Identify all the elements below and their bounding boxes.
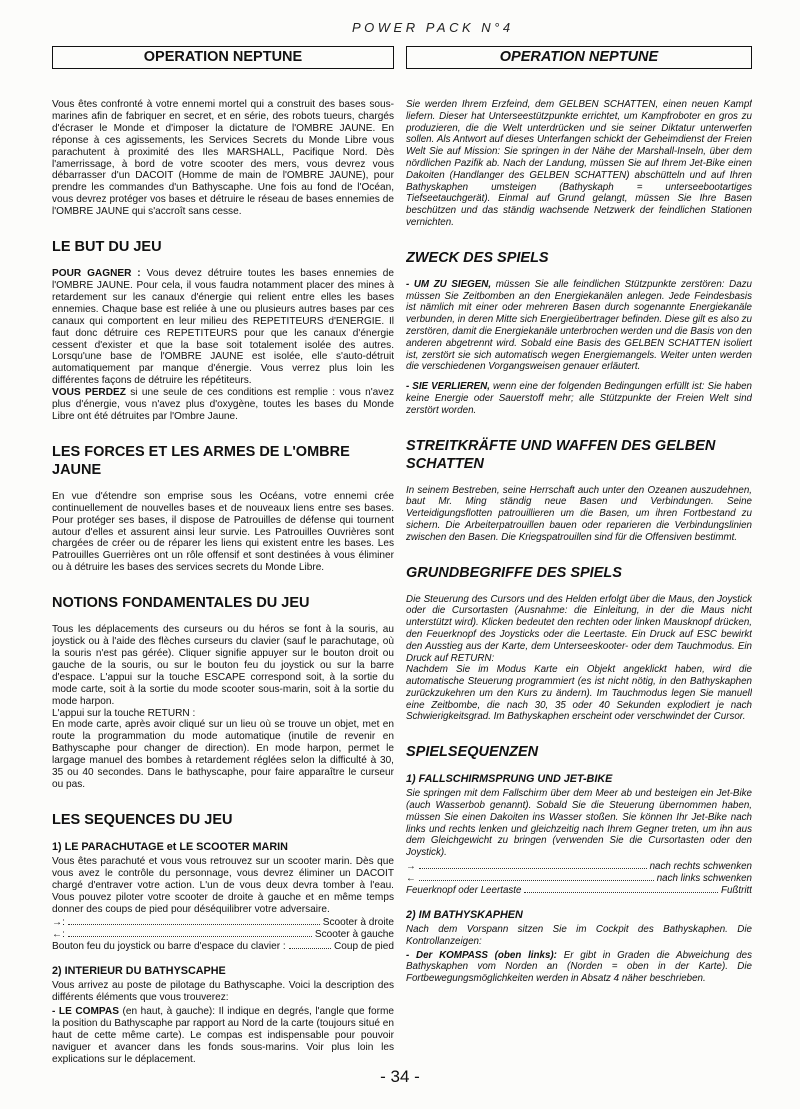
control-row: [406, 885, 752, 897]
german-lose-text: wenn eine der folgenden Bedingungen erfüllt ist: Sie haben keine Energie oder Sauerstoff mehr; alle Stützpunkte der Freien Welt sind zerstört worden.: [406, 381, 752, 416]
dot-leader: [419, 868, 647, 869]
french-basics-heading: NOTIONS FONDAMENTALES DU JEU: [52, 595, 310, 612]
german-win-paragraph: [406, 279, 752, 373]
french-win-text: Vous devez détruire toutes les bases ennemies de l'OMBRE JAUNE. Pour cela, il vous faudra notamment placer des mines à retardement sur les canaux d'énergie qui relient entre elles les bases ennemies. Chaque base est reliée à une ou plusieurs autres bases par ces canaux qui comportent en leur milieu des REPETITEURS d'ENERGIE. Il faut donc détruire ces REPETITEURS pour que les canaux d'énergie cessent d'exister et que la base soit totalement isolée des autres. Lorsqu'une base de l'OMBRE JAUNE est isolée, elle s'auto-détruit automatiquement par manque d'énergie. Vous verrez plus loin les différentes façons de détruire les répétiteurs.: [52, 268, 394, 387]
german-intro: Sie werden Ihrem Erzfeind, dem GELBEN SCHATTEN, einen neuen Kampf liefern. Dieser hat Unterseestützpunkte errichtet, um Kampfroboter en gros zu produzieren, die die Welt unterdrücken und sie seiner Diktatur unterwerfen sollen. Als Antwort auf dieses Unterfangen schickt der Geheimdienst der Freien Welt Sie auf Mission: Sie springen in der Nähe der Marshall-Inseln, über dem nördlichen Pazifik ab. Nach der Landung, müssen Sie auf Ihrem Jet-Bike einen Dakoiten (Handlanger des GELBEN SCHATTEN) abschütteln und auf Ihren Bathyskaphen umsteigen (Bathyskaph = unterseebootartiges Tiefseetauchgerät). Einmal auf Grund gelangt, müssen Sie Ihre Basen beschützen und das ständig wachsende Netzwerk der feindlichen Stationen vernichten.: [406, 99, 752, 228]
french-controls-list: [52, 917, 394, 953]
french-basics-text-return: L'appui sur la touche RETURN :: [52, 707, 196, 719]
german-basics-text-return: Nachdem Sie im Modus Karte ein Objekt angeklickt haben, wird die automatische Steuerung programmiert (es ist nicht nötig, in den Bathyskaphen zurückzukehren um den Kurs zu ändern). Im Tauchmodus legen Sie manuell eine Zeitbombe, die nach 30, 35 oder 40 Sekunden explodiert je nach Schwierigkeitsgrad. Im Bathyskaphen erscheint oder verschwindet der Cursor.: [406, 664, 752, 723]
french-lose-paragraph: [52, 387, 394, 423]
control-action: Coup de pied: [333, 941, 394, 953]
french-basics-text: Tous les déplacements des curseurs ou du héros se font à la souris, au joystick ou à l'aide des flèches curseurs du clavier (sauf le parachutage, où la souris n'est pas gérée). Cliquer signifie appuyer sur le bouton droit ou gauche de la souris, ou sur le bouton feu du joystick ou sur la barre d'espace. L'appui sur la touche ESCAPE correspond soit, à la sortie du mode carte, soit à la sortie du mode scooter sous-marin, soit à la sortie du mode harpon.: [52, 624, 394, 707]
french-bathyscaphe-heading: 2) INTERIEUR DU BATHYSCAPHE: [52, 965, 226, 978]
french-lose-text: si une seule de ces conditions est remplie : vous n'avez plus d'énergie, vous n'avez plus d'oxygène, toutes les bases du Monde Libre ont été détruites par l'Ombre Jaune.: [52, 387, 394, 422]
french-forces-heading: LES FORCES ET LES ARMES DE L'OMBRE JAUNE: [52, 443, 350, 478]
french-compass-paragraph: [52, 1006, 394, 1065]
german-bathyscaphe-text: Nach dem Vorspann sitzen Sie im Cockpit des Bathyskaphen. Die Kontrollanzeigen:: [406, 924, 752, 947]
german-compass-label: - Der KOMPASS (oben links):: [406, 949, 557, 961]
french-compass-label: - LE COMPAS: [52, 1006, 119, 1018]
german-forces-heading: STREITKRÄFTE UND WAFFEN DES GELBEN SCHATTEN: [406, 437, 716, 472]
dot-leader: [524, 892, 718, 893]
control-action: Scooter à droite: [322, 917, 394, 929]
dot-leader: [289, 948, 331, 949]
dot-leader: [68, 924, 320, 925]
french-title: OPERATION NEPTUNE: [52, 46, 394, 69]
control-row: [406, 873, 752, 885]
control-key: →: [406, 861, 416, 873]
french-intro: Vous êtes confronté à votre ennemi mortel qui a construit des bases sous-marines afin de fabriquer en secret, et en série, des robots tueurs, chargés d'écraser le Monde et d'imposer la dictature de l'OMBRE JAUNE. En réponse à ces agissements, les Services Secrets du Monde Libre vous parachutent à proximité des Iles MARSHALL, Pacifique Nord. Dès l'amerrissage, à bord de votre scooter des mers, vous devrez vous débarrasser d'un DACOIT (Homme de main de l'OMBRE JAUNE), pour prendre les commandes d'un Bathyscaphe. Une fois au fond de l'Océan, vous devrez protéger vos bases et détruire le réseau de bases ennemies de l'OMBRE JAUNE qui s'accroît sans cesse.: [52, 99, 394, 218]
french-goal-heading: LE BUT DU JEU: [52, 239, 162, 256]
control-key: ←: [406, 873, 416, 885]
german-win-text: müssen Sie alle feindlichen Stützpunkte zerstören: Dazu müssen Sie Zeitbomben an den Energiekanälen anlegen. Jede Feindesbasis ist nämlich mit einer oder mehreren Basen durch sogenannte Energiekanäle verbunden, in deren Mitte sich Energieübertrager befinden. Diese gilt es also zu zerstören, damit die Energiekanäle unterbrochen werden und die Basis von den anderen abgetrennt wird. Sobald eine Basis des GELBEN SCHATTEN isoliert ist, zerstört sie sich automatisch wegen Energiemangels. Weiter unten werden die verschiedenen Vorgangsweisen genauer erläutert.: [406, 278, 752, 373]
german-sequences-heading: SPIELSEQUENZEN: [406, 744, 539, 761]
dot-leader: [419, 880, 654, 881]
control-key: Bouton feu du joystick ou barre d'espace du clavier :: [52, 941, 286, 953]
german-lose-paragraph: [406, 381, 752, 416]
german-goal-heading: ZWECK DES SPIELS: [406, 249, 549, 266]
german-compass-text: Er gibt in Graden die Abweichung des Bathyskaphen vom Norden an (Norden = oben in der Karte). Die Fortbewegungsmöglichkeiten werden in Absatz 4 näher beschrieben.: [406, 949, 752, 985]
french-win-label: POUR GAGNER :: [52, 268, 141, 280]
control-row: [52, 929, 394, 941]
control-action: Fußtritt: [720, 885, 752, 897]
german-win-label: - UM ZU SIEGEN,: [406, 278, 492, 290]
control-key: ←:: [52, 929, 65, 941]
french-parachute-heading: 1) LE PARACHUTAGE et LE SCOOTER MARIN: [52, 840, 288, 853]
french-column: [52, 46, 394, 1065]
french-bathyscaphe-text: Vous arrivez au poste de pilotage du Bathyscaphe. Voici la description des différents éléments que vous trouverez:: [52, 980, 394, 1004]
french-win-paragraph: [52, 268, 394, 387]
german-parachute-heading: 1) FALLSCHIRMSPRUNG UND JET-BIKE: [406, 773, 613, 786]
french-forces-text: En vue d'étendre son emprise sous les Océans, votre ennemi crée continuellement de nouvelles bases et de nouveaux liens entre ses bases. Pour protéger ses bases, il dispose de Patrouilles de défense qui tournent autour d'elles et assurent ainsi leur survie. Les Patrouilles Ouvrières sont chargées de créer ou de réparer les liens qui existent entre les bases. Les Patrouilles Guerrières ont un rôle offensif et sont destinées à vous éliminer ou à détruire les bases des services secrets du Monde Libre.: [52, 490, 394, 574]
control-action: Scooter à gauche: [314, 929, 394, 941]
control-action: nach rechts schwenken: [649, 861, 752, 873]
german-controls-list: [406, 861, 752, 897]
german-bathyscaphe-heading: 2) IM BATHYSKAPHEN: [406, 909, 523, 922]
dot-leader: [68, 936, 312, 937]
running-header: POWER PACK N°4: [352, 20, 514, 35]
german-lose-label: - SIE VERLIEREN,: [406, 381, 490, 393]
french-parachute-text: Vous êtes parachuté et vous vous retrouvez sur un scooter marin. Dès que vous avez le contrôle du personnage, vous devrez éliminer un DACOIT chargé d'entraver votre action. L'un de vous deux devra tomber à l'eau. Vous pouvez piloter votre scooter de droite à gauche et en même temps donner des coups de pied pour déséquilibrer votre adversaire.: [52, 855, 394, 915]
control-row: [52, 917, 394, 929]
french-sequences-heading: LES SEQUENCES DU JEU: [52, 811, 233, 828]
german-title: OPERATION NEPTUNE: [406, 46, 752, 69]
control-key: Feuerknopf oder Leertaste: [406, 885, 522, 897]
german-column: [406, 46, 752, 1065]
control-action: nach links schwenken: [656, 873, 752, 885]
german-forces-text: In seinem Bestreben, seine Herrschaft auch unter den Ozeanen auszudehnen, baut Mr. Ming ständig neue Basen und Verbindungen. Seine Verteidigungsflotten patrouillieren um die Basen, um ihren Fortbestand zu sichern. Die Arbeiterpatrouillen bauen oder reparieren die Verbindungslinien zwischen den Basen. Die Kriegspatrouillen sind für die Offensiven bestimmt.: [406, 484, 752, 543]
french-lose-label: VOUS PERDEZ: [52, 387, 126, 399]
german-parachute-text: Sie springen mit dem Fallschirm über dem Meer ab und besteigen ein Jet-Bike (auch Wasserbob genannt). Sobald Sie die Steuerung übernommen haben, müssen Sie einen Dakoiten ins Wasser stoßen. Sie können Ihr Jet-Bike nach links und rechts lenken und gleichzeitig nach Ihrem Gegner treten, um ihn aus dem Gleichgewicht zu bringen (verwenden Sie die Cursortasten oder den Joystick).: [406, 788, 752, 859]
french-compass-text: (en haut, à gauche): Il indique en degrés, l'angle que forme la position du Bathyscaphe par rapport au Nord de la carte (toujours situé en haut de cette même carte). Le compas est indispensable pour pouvoir naviguer et avancer dans les fonds sous-marins. Voir plus loin les explications sur le déplacement.: [52, 1006, 394, 1065]
control-row: [52, 941, 394, 953]
french-basics-text-mode: En mode carte, après avoir cliqué sur un lieu où se trouve un objet, met en route la programmation du mode automatique (inutile de revenir en Bathyscaphe pour changer de direction). En mode harpon, permet le largage manuel des bombes à retardement réglées selon la difficulté à 30, 35 ou 40 secondes. Dans le bathyscaphe, pour faire apparaître le curseur ou pas.: [52, 719, 394, 790]
german-basics-text: Die Steuerung des Cursors und des Helden erfolgt über die Maus, den Joystick oder die Cursortasten (Ausnahme: die Einleitung, in der die Maus nicht unterstützt wird). Klicken bedeutet den rechten oder linken Mausknopf drücken, den Feuerknopf des Joysticks oder die Leertaste. Ein Druck auf ESC bewirkt den Ausstieg aus der Karte, dem Unterseeskooter- oder dem Tauchmodus. Ein Druck auf RETURN:: [406, 593, 752, 664]
control-row: [406, 861, 752, 873]
control-key: →:: [52, 917, 65, 929]
german-basics-heading: GRUNDBEGRIFFE DES SPIELS: [406, 564, 622, 581]
page-number: - 34 -: [380, 1067, 420, 1086]
german-compass-paragraph: [406, 950, 752, 985]
